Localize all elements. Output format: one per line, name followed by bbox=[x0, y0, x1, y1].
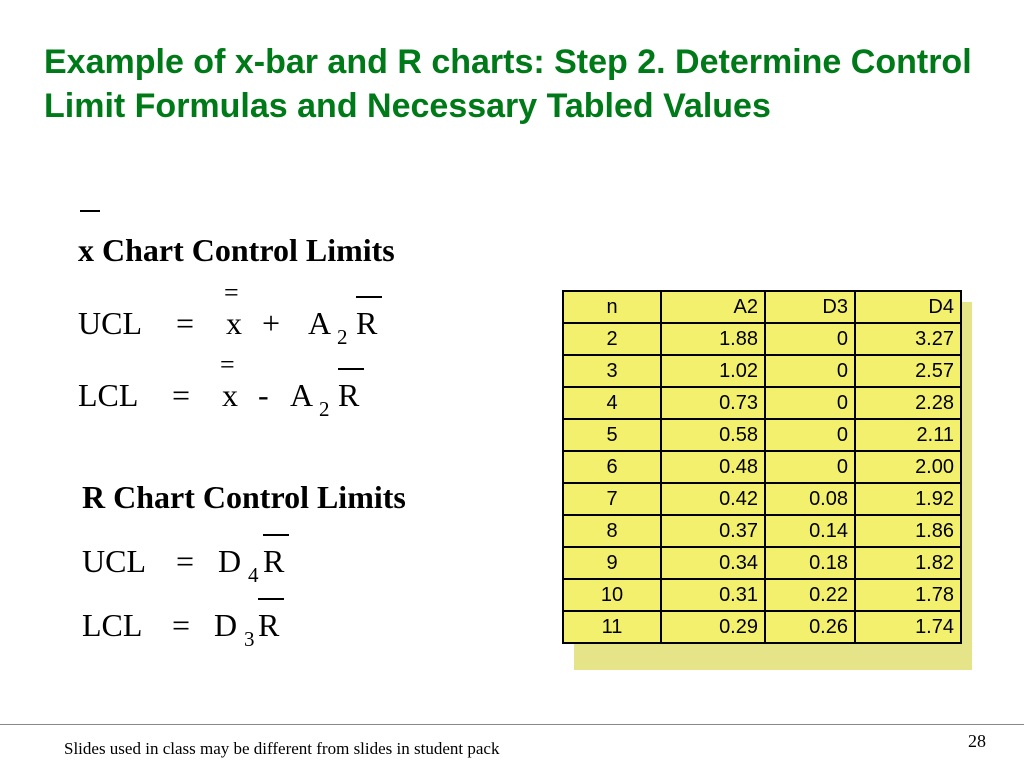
table-cell: 0.18 bbox=[765, 547, 855, 579]
table-cell: 0 bbox=[765, 419, 855, 451]
equals-sign: = bbox=[176, 543, 195, 579]
x-double-bar: x bbox=[226, 305, 242, 341]
table-cell: 0.58 bbox=[661, 419, 765, 451]
r-symbol: R bbox=[258, 607, 280, 643]
table-cell: 0 bbox=[765, 355, 855, 387]
factors-table-wrapper bbox=[562, 290, 962, 644]
minus-sign: - bbox=[258, 377, 269, 413]
double-bar: = bbox=[224, 278, 239, 307]
footer-note: Slides used in class may be different from slides in student pack bbox=[64, 739, 500, 758]
r-bar-overline bbox=[356, 296, 382, 298]
plus-sign: + bbox=[262, 305, 281, 341]
table-cell: 2.11 bbox=[855, 419, 961, 451]
table-cell: 1.88 bbox=[661, 323, 765, 355]
table-cell: 0 bbox=[765, 451, 855, 483]
r-symbol: R bbox=[263, 543, 285, 579]
column-header: A2 bbox=[661, 291, 765, 323]
slide-title: Example of x-bar and R charts: Step 2. Determine Control Limit Formulas and Necessary Tabled Values bbox=[44, 43, 972, 125]
table-row bbox=[563, 515, 961, 547]
table-cell: 1.74 bbox=[855, 611, 961, 643]
table-cell: 0.42 bbox=[661, 483, 765, 515]
r-bar-overline bbox=[263, 534, 289, 536]
table-cell: 1.02 bbox=[661, 355, 765, 387]
table-row bbox=[563, 323, 961, 355]
table-cell: 0.73 bbox=[661, 387, 765, 419]
table-cell: 0 bbox=[765, 323, 855, 355]
table-header-row bbox=[563, 291, 961, 323]
table-row bbox=[563, 483, 961, 515]
equals-sign: = bbox=[172, 377, 191, 413]
table-cell: 0.34 bbox=[661, 547, 765, 579]
r-section-heading: R Chart Control Limits bbox=[82, 479, 406, 515]
d-symbol: D bbox=[214, 607, 238, 643]
r-bar-overline bbox=[338, 368, 364, 370]
r-symbol: R bbox=[356, 305, 378, 341]
table-row bbox=[563, 579, 961, 611]
column-header: n bbox=[563, 291, 661, 323]
table-cell: 7 bbox=[563, 483, 661, 515]
r-bar-overline bbox=[258, 598, 284, 600]
xbar-section-heading: x Chart Control Limits bbox=[78, 232, 395, 268]
a-subscript: 2 bbox=[319, 397, 330, 421]
table-cell: 11 bbox=[563, 611, 661, 643]
a-symbol: A bbox=[308, 305, 332, 341]
column-header: D4 bbox=[855, 291, 961, 323]
x-double-bar: x bbox=[222, 377, 238, 413]
column-header: D3 bbox=[765, 291, 855, 323]
double-bar: = bbox=[220, 350, 235, 379]
equals-sign: = bbox=[172, 607, 191, 643]
lcl-label: LCL bbox=[82, 607, 143, 643]
ucl-label: UCL bbox=[82, 543, 146, 579]
ucl-label: UCL bbox=[78, 305, 142, 341]
equals-sign: = bbox=[176, 305, 195, 341]
d-symbol: D bbox=[218, 543, 242, 579]
table-cell: 3 bbox=[563, 355, 661, 387]
table-cell: 0.14 bbox=[765, 515, 855, 547]
table-cell: 0.26 bbox=[765, 611, 855, 643]
table-cell: 2.00 bbox=[855, 451, 961, 483]
table-cell: 1.78 bbox=[855, 579, 961, 611]
table-cell: 1.86 bbox=[855, 515, 961, 547]
table-cell: 0.29 bbox=[661, 611, 765, 643]
d-subscript: 3 bbox=[244, 627, 255, 651]
table-cell: 5 bbox=[563, 419, 661, 451]
table-cell: 1.92 bbox=[855, 483, 961, 515]
table-cell: 0 bbox=[765, 387, 855, 419]
table-row bbox=[563, 355, 961, 387]
table-row bbox=[563, 451, 961, 483]
table-cell: 0.22 bbox=[765, 579, 855, 611]
table-cell: 2.28 bbox=[855, 387, 961, 419]
a-symbol: A bbox=[290, 377, 314, 413]
table-row bbox=[563, 547, 961, 579]
table-cell: 0.08 bbox=[765, 483, 855, 515]
a-subscript: 2 bbox=[337, 325, 348, 349]
table-cell: 0.37 bbox=[661, 515, 765, 547]
table-row bbox=[563, 387, 961, 419]
page-number: 28 bbox=[968, 731, 986, 751]
table-cell: 8 bbox=[563, 515, 661, 547]
table-cell: 0.31 bbox=[661, 579, 765, 611]
xbar-overline bbox=[80, 210, 100, 212]
footer-divider bbox=[0, 724, 1024, 725]
table-cell: 9 bbox=[563, 547, 661, 579]
table-row bbox=[563, 419, 961, 451]
r-symbol: R bbox=[338, 377, 360, 413]
table-cell: 0.48 bbox=[661, 451, 765, 483]
table-cell: 2.57 bbox=[855, 355, 961, 387]
table-row bbox=[563, 611, 961, 643]
factors-table bbox=[562, 290, 962, 644]
d-subscript: 4 bbox=[248, 563, 259, 587]
table-cell: 3.27 bbox=[855, 323, 961, 355]
lcl-label: LCL bbox=[78, 377, 139, 413]
table-cell: 2 bbox=[563, 323, 661, 355]
table-cell: 1.82 bbox=[855, 547, 961, 579]
table-cell: 10 bbox=[563, 579, 661, 611]
table-cell: 4 bbox=[563, 387, 661, 419]
table-cell: 6 bbox=[563, 451, 661, 483]
